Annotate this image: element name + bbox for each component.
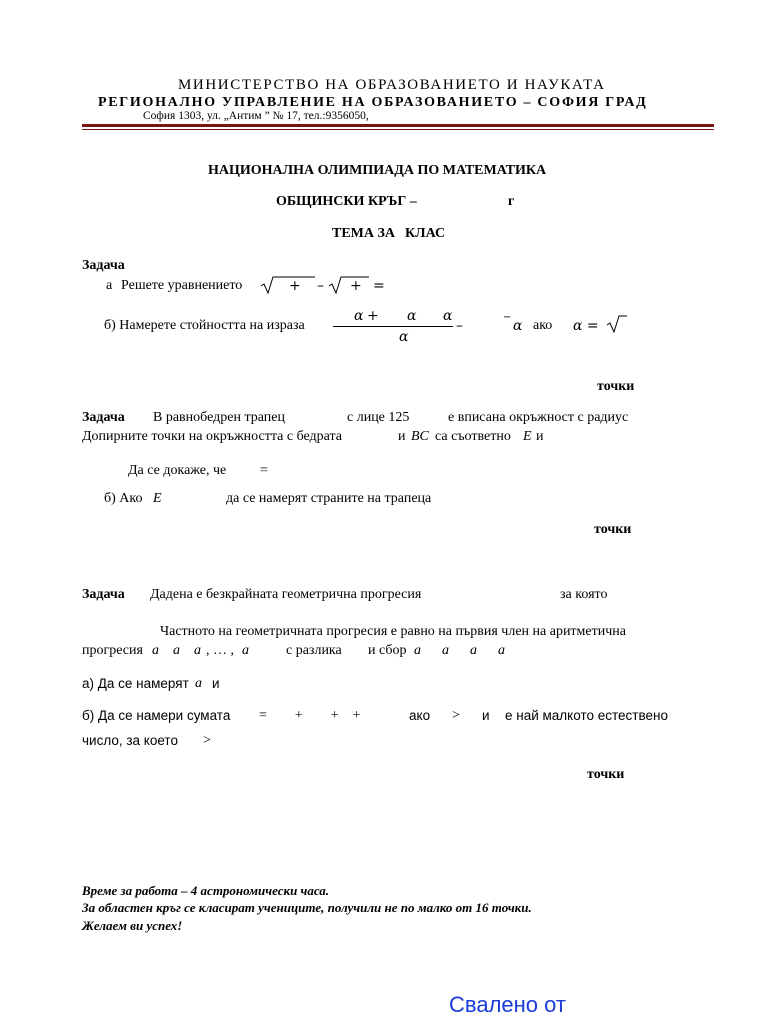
footer-time: Време за работа – 4 астрономически часа. [82,883,330,898]
task3-b-gt: > [452,708,460,723]
fraction-den-alpha: α [399,329,409,345]
task1-b-sup-minus: − [503,312,512,323]
task3-line3-seq: a a a [152,643,201,658]
task1-b-minus: – [456,318,463,334]
sqrt-sign-1 [260,275,316,295]
task1-a-plus-2: + [350,278,362,294]
header-rule-thin [82,129,714,130]
task3-line1-b: за която [560,587,608,602]
task2-line2-bc: BC [411,429,429,444]
round-title: ОБЩИНСКИ КРЪГ – [276,194,417,209]
address-line: София 1303, ул. „Антим ” № 17, тел.:9356050, [143,110,369,122]
task3-line3-dots: , … , [206,643,234,658]
footer-wish: Желаем ви успех! [82,918,183,933]
task2-line2-b: и [398,429,406,444]
task3-b-text: б) Да се намери сумата [82,708,231,723]
task1-label: Задача [82,258,125,273]
task3-b-ops: = + + + [259,708,361,723]
grade-label: КЛАС [405,226,446,241]
task3-a-text: а) Да се намерят [82,676,189,691]
task1-b-alpha-eq: α = [573,318,599,334]
task3-b-rest: е най малкото естествено [505,708,668,723]
task1-b-alpha-after: α [513,318,523,334]
theme-label: ТЕМА ЗА [332,226,395,241]
task3-line3-sum: a a a a [414,643,505,658]
footer-qualify: За областен кръг се класират учениците, получили не по малко от 16 точки. [82,900,532,915]
task2-line2-e: E [523,429,532,444]
fraction-num-alpha-3: α [443,308,453,324]
task2-line2-c: са съответно [435,429,511,444]
task2-b-text-a: б) Ако [104,491,143,506]
task2-prove-eq: = [260,463,268,478]
task3-b-ako: ако [409,708,431,723]
round-year-suffix: г [508,194,515,209]
task3-a-and: и [212,676,220,691]
fraction-bar [333,326,453,327]
task1-points: точки [597,379,635,394]
task2-line1-b: с лице 125 [347,410,410,425]
watermark-text: Свалено от [449,992,566,1017]
task3-label: Задача [82,587,125,602]
task1-a-text: Решете уравнението [121,278,243,293]
header-rule-thick [82,124,714,127]
task3-a-a: a [195,676,202,691]
sqrt-sign-3 [606,314,628,334]
task3-line3-a: прогресия [82,643,143,658]
task2-b-e: E [153,491,162,506]
olympiad-title: НАЦИОНАЛНА ОЛИМПИАДА ПО МАТЕМАТИКА [208,163,547,178]
task1-a-plus-1: + [289,278,301,294]
task1-b-text: б) Намерете стойността на израза [104,318,305,333]
fraction-num-alpha-1: α [354,308,364,324]
task3-b-and: и [482,708,490,723]
fraction-num-alpha-2: α [407,308,417,324]
task2-label: Задача [82,410,125,425]
task3-line3-a-last: a [242,643,249,658]
task3-line2: Частното на геометричната прогресия е равно на първия член на аритметична [160,624,626,639]
task3-line1-a: Дадена е безкрайната геометрична прогресия [150,587,422,602]
task3-points: точки [587,767,625,782]
task1-a-minus: – [317,278,324,294]
task2-line2-d: и [536,429,544,444]
sqrt-sign-2 [328,275,370,295]
task3-line3-b: с разлика [286,643,342,658]
task2-line1-a: В равнобедрен трапец [153,410,285,425]
task3-b-line2-gt: > [203,733,211,748]
ministry-title: МИНИСТЕРСТВО НА ОБРАЗОВАНИЕТО И НАУКАТА [178,77,606,93]
task2-b-text-b: да се намерят страните на трапеца [226,491,432,506]
task2-line1-c: е вписана окръжност с радиус [448,410,629,425]
fraction-num-plus: + [367,308,379,324]
task2-line2-a: Допирните точки на окръжността с бедрата [82,429,343,444]
task3-b-line2: число, за което [82,733,178,748]
task2-prove-text: Да се докаже, че [128,463,227,478]
task3-line3-c: и сбор [368,643,407,658]
task1-a-prefix: а [106,278,113,293]
task1-a-equals: = [373,278,385,294]
task1-b-ako: ако [533,318,553,333]
task2-points: точки [594,522,632,537]
regional-office-title: РЕГИОНАЛНО УПРАВЛЕНИЕ НА ОБРАЗОВАНИЕТО – СОФИЯ ГРАД [98,95,648,110]
